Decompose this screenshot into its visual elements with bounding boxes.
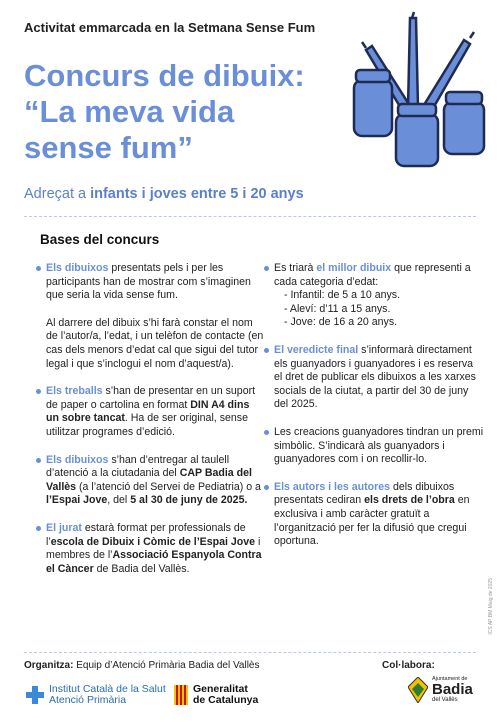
category-infantil: - Infantil: de 5 a 10 anys. <box>284 289 401 302</box>
category-alevi: - Aleví: d’11 a 15 anys. <box>284 302 391 315</box>
collaborator-label: Col·labora: <box>382 660 435 671</box>
list-item: Els dibuixos s’han d’entregar al taulell d’atenció a la ciutadania del CAP Badia del Vallès (a l’atenció del Servei de Pediatria) o a l’Espai Jove, del 5 al 30 de juny de 2025. <box>36 454 264 508</box>
list-item: Els treballs s’han de presentar en un suport de paper o cartolina en format DIN A4 dins un sobre tancat. Ha de ser original, sense utilitzar programes d’edició. <box>36 385 264 439</box>
ics-logo: Institut Català de la Salut Atenció Primària <box>26 684 166 706</box>
list-item: Els autors i les autores dels dibuixos presentats cediran els drets de l’obra en exclusiva i amb caràcter gratuït a l’organització per fer la difusió que cregui oportuna. <box>264 481 484 549</box>
audience-subtitle: Adreçat a infants i joves entre 5 i 20 anys <box>24 186 304 202</box>
list-item: El veredicte final s’informarà directament els guanyadors i guanyadores i es reserva el dret de publicar els dibuixos a les xarxes socials de la ciutat, a partir del 30 de juny del 2025. <box>264 344 484 412</box>
organizer-label: Organitza: Equip d’Atenció Primària Badia del Vallès <box>24 660 260 671</box>
bases-left-column <box>36 262 264 590</box>
bases-right-column <box>264 262 484 563</box>
blue-cross-icon <box>26 686 44 704</box>
badia-logo: Ajuntament de Badia del Vallès <box>408 676 473 703</box>
title-line-1: Concurs de dibuix: <box>24 58 305 93</box>
list-item: Es triarà el millor dibuix que representi a cada categoria d’edat: - Infantil: de 5 a 10 anys. - Aleví: d’11 a 15 anys. - Jove: de 16 a 20 anys. <box>264 262 484 330</box>
list-item: El jurat estarà format per professionals de l’escola de Dibuix i Còmic de l’Espai Jove i membres de l’Associació Espanyola Contra el Càncer de Badia del Vallès. <box>36 522 264 576</box>
senyera-icon <box>174 685 188 705</box>
badia-shield-icon <box>408 677 428 703</box>
side-credit: ICS AP BM Maig de 2025 <box>488 578 494 635</box>
bases-heading: Bases del concurs <box>40 232 160 247</box>
title-line-3: sense fum” <box>24 130 193 165</box>
generalitat-logo: Generalitat de Catalunya <box>174 684 258 706</box>
category-jove: - Jove: de 16 a 20 anys. <box>284 316 398 329</box>
list-item: Les creacions guanyadores tindran un premi simbòlic. S’indicarà als guanyadors i guanyadores com i on recollir-lo. <box>264 426 484 467</box>
page-title <box>24 58 344 166</box>
top-label: Activitat emmarcada en la Setmana Sense Fum <box>24 20 316 35</box>
paint-jars-with-brushes-icon <box>352 10 492 170</box>
divider-bottom <box>24 652 476 653</box>
divider-top <box>24 216 476 217</box>
list-item: Els dibuixos presentats pels i per les participants han de mostrar com s’imaginen que seria la vida sense fum. <box>36 262 264 303</box>
list-item-paragraph: Al darrere del dibuix s’hi farà constar el nom de l’autor/a, l’edat, i un telèfon de contacte (en cas dels menors d’edat cal que sigui del tutor legal i que s’inclogui el nom d’aquest/a). <box>46 316 264 370</box>
title-line-2: “La meva vida <box>24 94 235 129</box>
